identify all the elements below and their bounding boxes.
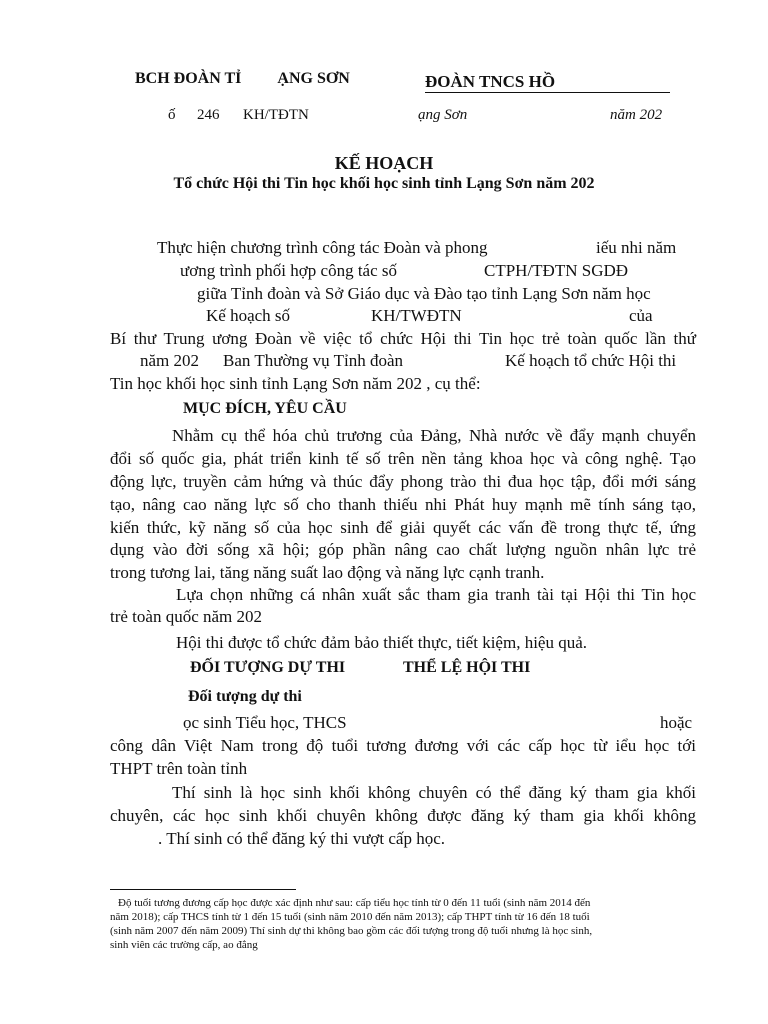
doc-date: năm 202 (610, 107, 663, 123)
footnote-line: năm 2018); cấp THCS tính từ 1 đến 15 tuổi (sinh năm 2010 đến năm 2013); cấp THPT tính từ 16 đến 18 tuổi (110, 911, 590, 923)
participants-p2-line: Thí sinh là học sinh khối không chuyên có thể đăng ký tham gia khối (172, 783, 696, 802)
participants-line-2: công dân Việt Nam trong độ tuổi tương đương với các cấp học từ iểu học tới (110, 736, 696, 755)
participants-line-3: THPT trên toàn tỉnh (110, 759, 248, 778)
purpose-p1-line: động lực, truyền cảm hứng và thúc đẩy phong trào thi đua học tập, đổi mới sáng (110, 472, 696, 491)
purpose-p1-line: kiến thức, kỹ năng số của học sinh để giải quyết các vấn đề trong thực tế, ứng (110, 518, 696, 537)
issuing-org-name: BCH ĐOÀN TỈ (135, 70, 242, 87)
intro-line-7: Tin học khối học sinh tỉnh Lạng Sơn năm 202 , cụ thể: (110, 374, 481, 393)
purpose-p1-line: đổi số quốc gia, phát triển kinh tế số trên nền tảng khoa học và công nghệ. Tạo (110, 449, 696, 468)
footnote-line: (sinh năm 2007 đến năm 2009) Thí sinh dự thi không bao gồm các đối tượng trong độ tuổi nhưng là học sinh, (110, 925, 593, 937)
doc-place: ạng Sơn (418, 107, 468, 123)
footnote-line: Độ tuổi tương đương cấp học được xác định như sau: cấp tiểu học tính từ 0 đến 11 tuổi (sinh năm 2014 đến (118, 897, 591, 909)
intro-line-2b: CTPH/TĐTN SGDĐ (484, 261, 629, 280)
intro-line-6c: Kế hoạch tổ chức Hội thi (505, 351, 677, 370)
purpose-p1-line: Nhằm cụ thể hóa chủ trương của Đảng, Nhà nước về đẩy mạnh chuyển (172, 426, 696, 445)
participants-p2-line: . Thí sinh có thể đăng ký thi vượt cấp học. (158, 829, 446, 848)
issuing-org-name-cont: ẠNG SƠN (277, 70, 350, 87)
doc-number-value: 246 (197, 107, 220, 123)
participants-p2-line: chuyên, các học sinh khối chuyên không được đăng ký tham gia khối không (110, 806, 696, 825)
intro-line-6a: năm 202 (140, 351, 200, 370)
issuing-org-right: ĐOÀN TNCS HỒ (425, 72, 556, 91)
section-heading-rules: THỂ LỆ HỘI THI (403, 659, 531, 676)
org-underline (425, 92, 670, 93)
purpose-p1-line: dụng vào đời sống xã hội; góp phần nâng cao chất lượng nguồn nhân lực trẻ (110, 540, 696, 559)
intro-line-2a: ương trình phối hợp công tác số (180, 261, 397, 280)
issuing-org-left (135, 70, 350, 88)
intro-line-4b: KH/TWĐTN (371, 306, 462, 325)
participants-line-1b: hoặc (660, 713, 693, 732)
doc-code: KH/TĐTN (243, 107, 309, 123)
section-heading-purpose: MỤC ĐÍCH, YÊU CẦU (183, 400, 347, 417)
purpose-p2-line: Lựa chọn những cá nhân xuất sắc tham gia tranh tài tại Hội thi Tin học (176, 585, 696, 604)
subheading-participants: Đối tượng dự thi (188, 688, 302, 705)
purpose-p1-line: tạo, nâng cao năng lực số cho thanh thiếu nhi Phát huy mạnh mẽ tính sáng tạo, (110, 495, 696, 514)
intro-line-1b: iếu nhi năm (596, 238, 677, 257)
footnote-separator (110, 889, 296, 890)
participants-line-1a: ọc sinh Tiểu học, THCS (183, 713, 347, 732)
intro-line-3: giữa Tỉnh đoàn và Sở Giáo dục và Đào tạo tỉnh Lạng Sơn năm học (197, 284, 651, 303)
intro-line-4c: của (629, 306, 653, 325)
doc-number-prefix: ố (168, 107, 176, 123)
intro-line-1a: Thực hiện chương trình công tác Đoàn và phong (157, 238, 488, 257)
section-heading-participants: ĐỐI TƯỢNG DỰ THI (190, 659, 346, 676)
page-subtitle: Tổ chức Hội thi Tin học khối học sinh tỉnh Lạng Sơn năm 202 (173, 175, 595, 192)
purpose-p1-line: trong tương lai, tăng năng suất lao động và năng lực cạnh tranh. (110, 563, 545, 582)
intro-line-5: Bí thư Trung ương Đoàn về việc tổ chức Hội thi Tin học trẻ toàn quốc lần thứ (110, 329, 696, 348)
purpose-p3: Hội thi được tổ chức đảm bảo thiết thực, tiết kiệm, hiệu quả. (176, 633, 588, 652)
intro-line-6b: Ban Thường vụ Tỉnh đoàn (223, 351, 404, 370)
doc-number (168, 107, 309, 124)
purpose-p2-line: trẻ toàn quốc năm 202 (110, 607, 263, 626)
footnote-line: sinh viên các trường cấp, ao đẳng (110, 939, 258, 951)
intro-line-4a: Kế hoạch số (206, 306, 291, 325)
page-title: KẾ HOẠCH (334, 153, 434, 173)
